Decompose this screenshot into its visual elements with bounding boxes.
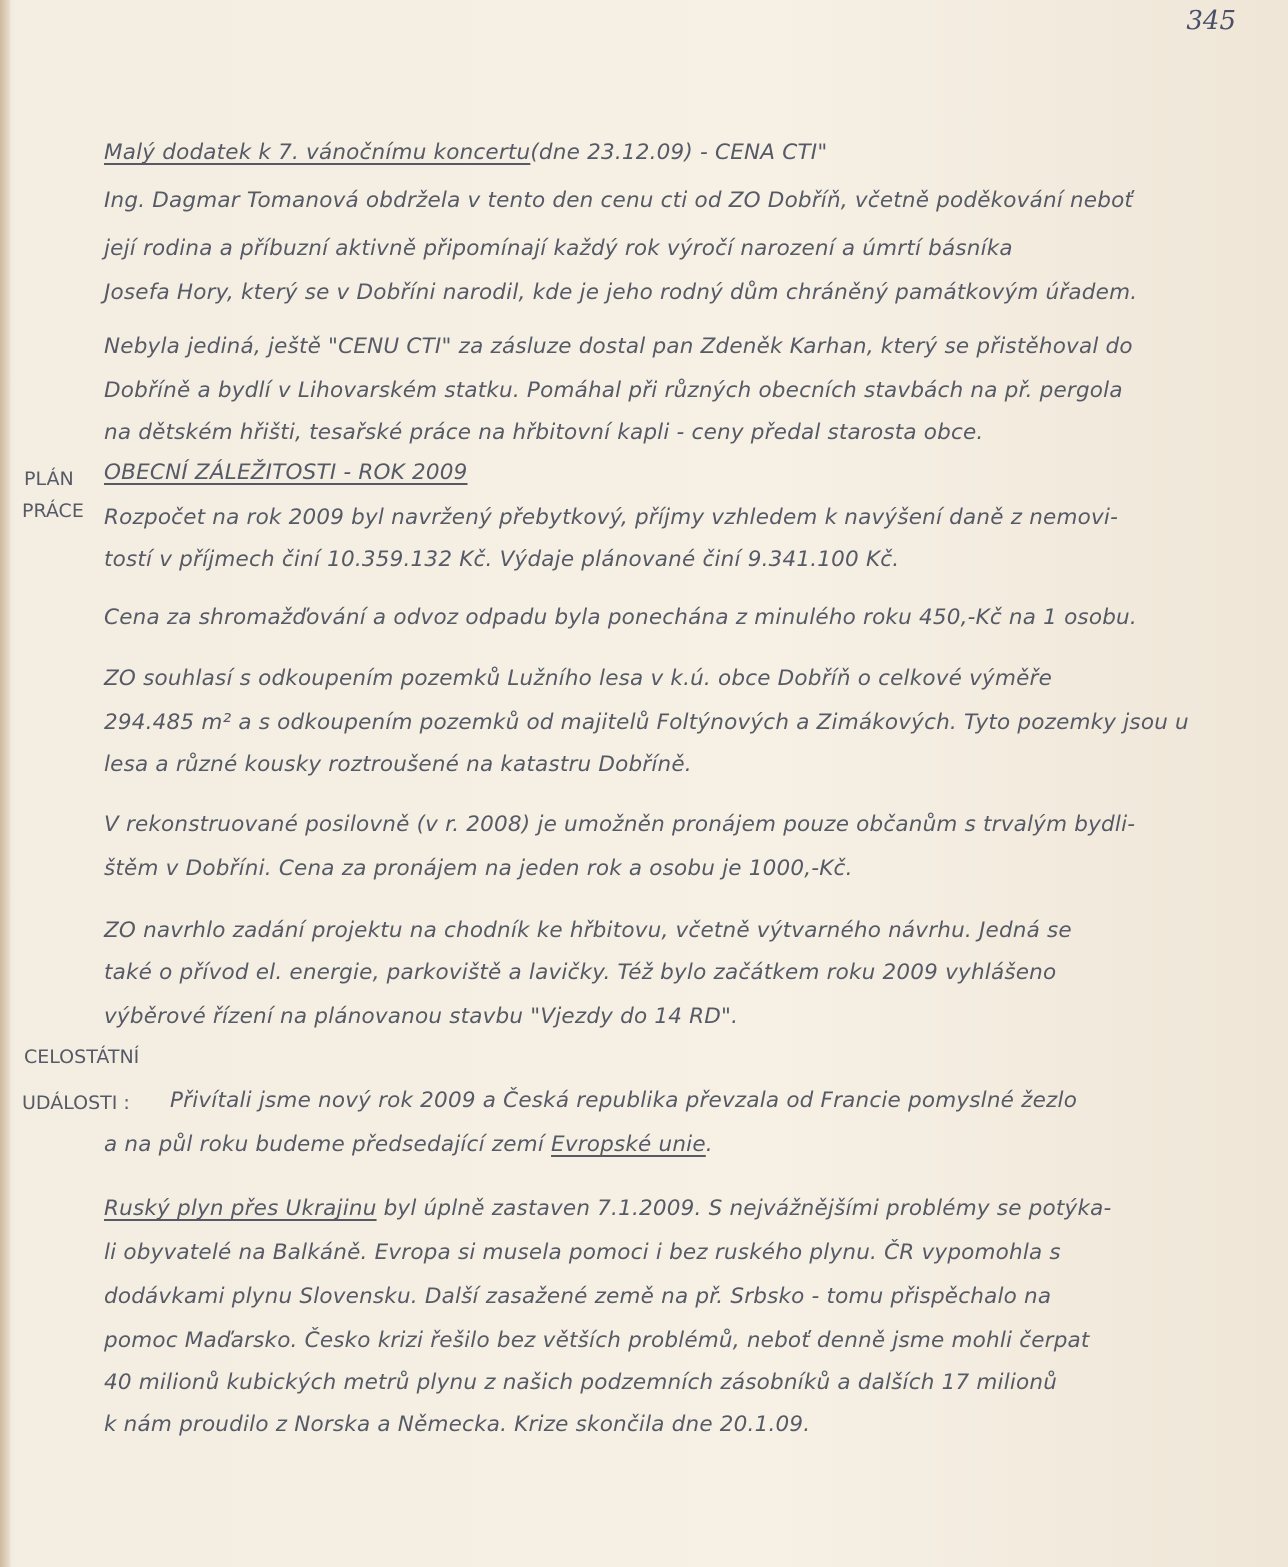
section2-line: ZO navrhlo zadání projektu na chodník ke hřbitovu, včetně výtvarného návrhu. Jedná se (104, 918, 1072, 943)
margin-celostatni: CELOSTÁTNÍ (24, 1046, 140, 1068)
section2-line: také o přívod el. energie, parkoviště a lavičky. Též bylo začátkem roku 2009 vyhlášeno (104, 960, 1057, 985)
section3-line-part: . (705, 1132, 713, 1157)
section3-line: k nám proudilo z Norska a Německa. Krize skončila dne 20.1.09. (104, 1412, 811, 1437)
section2-line: tostí v příjmech činí 10.359.132 Kč. Výdaje plánované činí 9.341.100 Kč. (104, 547, 900, 572)
section1-title-rest: (dne 23.12.09) - CENA CTI" (530, 140, 828, 165)
section2-line: Rozpočet na rok 2009 byl navržený přebytkový, příjmy vzhledem k navýšení daně z nemovi- (104, 505, 1119, 530)
section1-title (104, 140, 827, 165)
section1-line: na dětském hřišti, tesařské práce na hřbitovní kapli - ceny předal starosta obce. (104, 420, 984, 445)
section3-line-part: byl úplně zastaven 7.1.2009. S nejvážnějšími problémy se potýka- (376, 1196, 1112, 1221)
margin-plan: PLÁN (24, 468, 74, 490)
section3-line-part: a na půl roku budeme předsedající zemí (104, 1132, 552, 1157)
margin-prace: PRÁCE (22, 500, 84, 522)
margin-udalosti: UDÁLOSTI : (22, 1092, 130, 1114)
section3-gas-underlined: Ruský plyn přes Ukrajinu (104, 1196, 377, 1221)
section2-line: lesa a různé kousky roztroušené na katastru Dobříně. (104, 752, 692, 777)
section1-title-underlined: Malý dodatek k 7. vánočnímu koncertu (104, 140, 531, 165)
section1-line: Josefa Hory, který se v Dobříni narodil, kde je jeho rodný dům chráněný památkovým úřadem. (104, 280, 1138, 305)
section3-line: li obyvatelé na Balkáně. Evropa si musela pomoci i bez ruského plynu. ČR vypomohla s (104, 1240, 1061, 1265)
section2-line: 294.485 m² a s odkoupením pozemků od majitelů Foltýnových a Zimákových. Tyto pozemky jsou u (104, 710, 1189, 735)
page-number: 345 (1186, 6, 1236, 36)
section2-line: V rekonstruované posilovně (v r. 2008) je umožněn pronájem pouze občanům s trvalým bydli- (104, 812, 1136, 837)
section1-line: Ing. Dagmar Tomanová obdržela v tento den cenu cti od ZO Dobříň, včetně poděkování neboť (104, 188, 1134, 213)
section1-line: Dobříně a bydlí v Lihovarském statku. Pomáhal při různých obecních stavbách na př. pergola (104, 378, 1123, 403)
section2-line: ZO souhlasí s odkoupením pozemků Lužního lesa v k.ú. obce Dobříň o celkové výměře (104, 666, 1052, 691)
section3-line: pomoc Maďarsko. Česko krizi řešilo bez větších problémů, neboť denně jsme mohli čerpat (104, 1328, 1090, 1353)
section3-line (104, 1132, 713, 1157)
page-spine (0, 0, 10, 1567)
section3-eu-underlined: Evropské unie (551, 1132, 706, 1157)
section3-line: dodávkami plynu Slovensku. Další zasažené země na př. Srbsko - tomu přispěchalo na (104, 1284, 1052, 1309)
section2-line: štěm v Dobříni. Cena za pronájem na jeden rok a osobu je 1000,-Kč. (104, 856, 853, 881)
section1-line: její rodina a příbuzní aktivně připomínají každý rok výročí narození a úmrtí básníka (104, 236, 1013, 261)
section2-line: výběrové řízení na plánovanou stavbu "Vjezdy do 14 RD". (104, 1004, 739, 1029)
section3-line: Přivítali jsme nový rok 2009 a Česká republika převzala od Francie pomyslné žezlo (170, 1088, 1078, 1113)
section1-line: Nebyla jediná, ještě "CENU CTI" za zásluze dostal pan Zdeněk Karhan, který se přistěhoval do (104, 334, 1133, 359)
section2-line: Cena za shromažďování a odvoz odpadu byla ponechána z minulého roku 450,-Kč na 1 osobu. (104, 605, 1137, 630)
section3-line: 40 milionů kubických metrů plynu z našich podzemních zásobníků a dalších 17 milionů (104, 1370, 1058, 1395)
section2-title: OBECNÍ ZÁLEŽITOSTI - ROK 2009 (104, 460, 468, 485)
section3-line (104, 1196, 1111, 1221)
